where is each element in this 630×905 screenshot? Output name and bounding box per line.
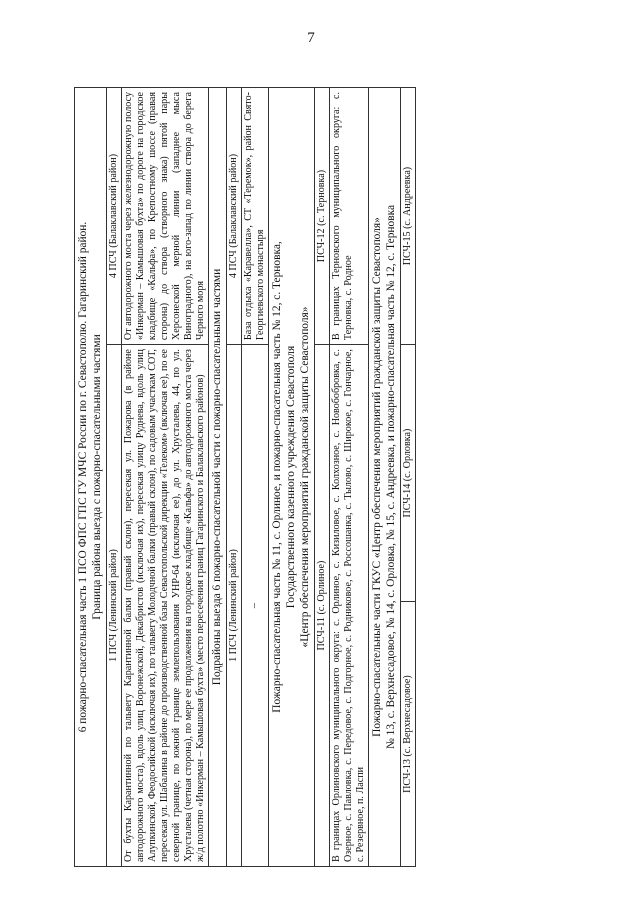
sec1-header-row bbox=[106, 88, 121, 867]
sec3-header-row bbox=[314, 88, 329, 867]
sec2-title: Подрайоны выезда 6 пожарно-спасательной части с пожарно-спасательными частями bbox=[209, 88, 226, 867]
sec2-text2: База отдыха «Каравелла», СТ «Теремок», район Свято-Георгиевского монастыря bbox=[241, 88, 268, 345]
sec4-col1-header: ПСЧ-13 (с. Верхнесадовое) bbox=[400, 602, 415, 867]
sec3-text1: В границах Орлиновского муниципального округа: с. Орлиное, с. Кизиловое, с. Колхозное, с. Новобобровка, с. Озерное, с. Павловка, с. Передовое, с. Подгорное, с. Родниковое, с. Россошанка, с. Тылово, с. Широкое, с. Гончарное, с. Резервное, п. Ласпи bbox=[329, 345, 368, 867]
sec1-body-row bbox=[121, 88, 209, 867]
sec3-col1-header: ПСЧ-11 (с. Орлиное) bbox=[314, 345, 329, 867]
sec4-col3-header: ПСЧ-15 (с. Андреевка) bbox=[400, 88, 415, 345]
sec2-col1-header: 1 ПСЧ (Ленинский район) bbox=[226, 345, 241, 867]
sec3-col2-header: ПСЧ-12 (с. Терновка) bbox=[314, 88, 329, 345]
page-number: 7 bbox=[307, 30, 315, 46]
sec4-col2-header: ПСЧ-14 (с. Орловка) bbox=[400, 345, 415, 602]
rotated-table-wrapper bbox=[74, 87, 562, 867]
sec1-col2-header: 4 ПСЧ (Балаклавский район) bbox=[106, 88, 121, 345]
departure-districts-table bbox=[74, 87, 416, 867]
sec4-header-row bbox=[400, 88, 415, 867]
sec2-title-row bbox=[209, 88, 226, 867]
sec2-body-row bbox=[241, 88, 268, 867]
sec1-title: 6 пожарно-спасательная часть 1 ПСО ФПС ГПС ГУ МЧС России по г. Севастополю. Гагаринский район. Граница района выезда с пожарно-спасательными частями bbox=[75, 88, 107, 867]
sec2-header-row bbox=[226, 88, 241, 867]
sec1-text2: От автодорожного моста через железнодорожную полосу «Инкерман – Камышовая бухта» по дороге на городское кладбище «Кальфа», по Крепостному шоссе (правая сторона) до створа (створного знака) пятой пары Херсонеской мерной линии (западнее мыса Виноградного), на юго-запад по линии створа до берега Черного моря bbox=[121, 88, 209, 345]
sec1-text1: От бухты Карантинной по тальвегу Карантинной балки (правый склон), пересекая ул. Пожарова (в районе автодорожного моста), вдоль улиц Воронежской, Декабристов (исключая их), пересекая улицу Руднева, вдоль улиц Алупкинской, Феодосийской (исключая их), по тальвегу Молодчной балки (правый склон), по садовым участкам СОТ, пересекая ул. Шабалина в районе до производственной базы Севастопольской дирекции «Телеком» (включая ее), по ее северной границе, по южной границе землепользования УНР-64 (исключая ее), до ул. Хрусталева, 44, по ул. Хрусталева (четная сторона), по мере ее продолжения на городское кладбище «Кальфа» до автодорожного моста через ж/д полотно «Инкерман – Камышовая бухта» (место пересечения границ Гагаринского и Балаклавского районов) bbox=[121, 345, 209, 867]
sec4-title-row bbox=[369, 88, 401, 867]
sec2-text1: – bbox=[241, 345, 268, 867]
sec1-title-row bbox=[75, 88, 107, 867]
sec3-title-row bbox=[268, 88, 314, 867]
sec3-text2: В границах Терновского муниципального округа: с. Терновка, с. Родное bbox=[329, 88, 368, 345]
sec2-col2-header: 4 ПСЧ (Балаклавский район) bbox=[226, 88, 241, 345]
sec3-title: Пожарно-спасательная часть № 11, с. Орлиное, и пожарно-спасательная часть № 12, с. Терновка, Государственного казенного учреждения Севастополя «Центр обеспечения мероприятий гражданской защиты Севастополя» bbox=[268, 88, 314, 867]
sec1-col1-header: 1 ПСЧ (Ленинский район) bbox=[106, 345, 121, 867]
sec4-title: Пожарно-спасательные части ГКУС «Центр обеспечения мероприятий гражданской защиты Севастополя» № 13, с. Верхнесадовое, № 14, с. Орловка, № 15, с. Андреевка, и пожарно-спасательная часть № 12, с. Терновка bbox=[369, 88, 401, 867]
sec3-body-row bbox=[329, 88, 368, 867]
